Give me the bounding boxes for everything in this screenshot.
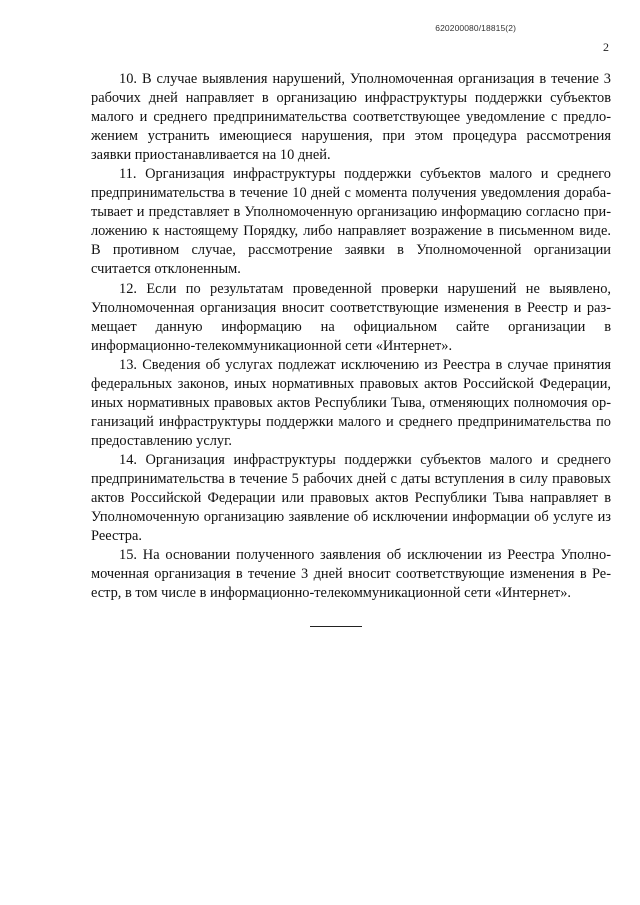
paragraph-10: 10. В случае выявления нарушений, Уполномоченная организация в течение 3 рабочих дней направляет в организацию инфраструктуры поддержки субъектов малого и среднего предпринимательства соответствующее уведомление с предложением устранить имеющиеся нарушения, при этом процедура рассмотрения заявки приостанавливается на 10 дней. — [91, 71, 611, 164]
paragraph-14: 14. Организация инфраструктуры поддержки субъектов малого и среднего предпринимательства в течение 5 рабочих дней с даты вступления в силу правовых актов Российской Федерации или правовых актов Республики Тыва направляет в Уполномоченную организацию заявление об исключении информации об услуге из Реестра. — [91, 451, 611, 545]
end-of-text-rule — [310, 626, 362, 627]
paragraph-13: 13. Сведения об услугах подлежат исключению из Реестра в случае принятия федеральных законов, иных нормативных правовых актов Российской Федерации, иных нормативных правовых актов Республики Тыва, отменяющих полномочия организаций инфраструктуры поддержки малого и среднего предпринимательства по предоставлению услуг. — [91, 356, 611, 449]
page-number: 2 — [603, 40, 609, 54]
paragraph-11: 11. Организация инфраструктуры поддержки субъектов малого и среднего предпринимательства в течение 10 дней с момента получения уведомления дорабатывает и представляет в Уполномоченную организацию информацию согласно приложению к настоящему Порядку, либо направляет возражение в письменном виде. В противном случае, рассмотрение заявки в Уполномоченной организации считается отклоненным. — [91, 166, 611, 278]
paragraph-12: 12. Если по результатам проведенной проверки нарушений не выявлено, Уполномоченная организация вносит соответствующие изменения в Реестр и размещает данную информацию на официальном сайте организации в информационно-телекоммуникационной сети «Интернет». — [91, 280, 611, 354]
document-id: 620200080/18815(2) — [435, 23, 516, 33]
paragraph-15: 15. На основании полученного заявления об исключении из Реестра Уполномоченная организация в течение 3 дней вносит соответствующие изменения в Реестр, в том числе в информационно-телекоммуникационной сети «Интернет». — [91, 547, 611, 602]
document-body — [91, 70, 611, 603]
